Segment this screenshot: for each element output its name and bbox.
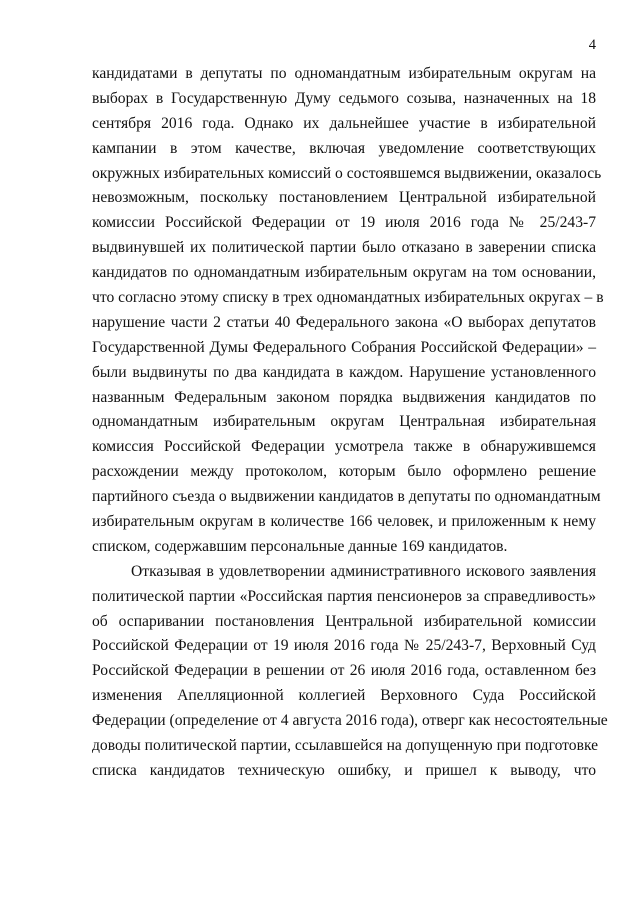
- text-line: выборах в Государственную Думу седьмого созыва, назначенных на 18: [92, 89, 596, 107]
- text-line: кампании в этом качестве, включая уведомление соответствующих: [92, 139, 596, 157]
- text-line: невозможным, поскольку постановлением Центральной избирательной: [92, 189, 596, 207]
- text-line: выдвинувшей их политической партии было отказано в заверении списка: [92, 239, 596, 257]
- text-line: Российской Федерации в решении от 26 июля 2016 года, оставленном без: [92, 662, 596, 680]
- text-line: партийного съезда о выдвижении кандидатов в депутаты по одномандатным: [92, 488, 601, 506]
- text-line: что согласно этому списку в трех одномандатных избирательных округах – в: [92, 289, 604, 307]
- text-line: расхождении между протоколом, которым было оформлено решение: [92, 463, 596, 481]
- text-line: избирательным округам в количестве 166 человек, и приложенным к нему: [92, 513, 596, 531]
- text-line: комиссии Российской Федерации от 19 июля 2016 года № 25/243-7: [92, 214, 596, 232]
- text-line: комиссия Российской Федерации усмотрела также в обнаружившемся: [92, 438, 596, 456]
- text-line: окружных избирательных комиссий о состоявшемся выдвижении, оказалось: [92, 164, 602, 182]
- text-line: кандидатами в депутаты по одномандатным избирательным округам на: [92, 65, 596, 82]
- text-line: сентября 2016 года. Однако их дальнейшее участие в избирательной: [92, 114, 596, 132]
- text-line: кандидатов по одномандатным избирательным округам на том основании,: [92, 264, 596, 282]
- text-line: Российской Федерации от 19 июля 2016 года № 25/243-7, Верховный Суд: [92, 637, 596, 655]
- paragraph-2: [92, 560, 608, 784]
- paragraph-1: [92, 62, 604, 560]
- text-line: нарушение части 2 статьи 40 Федерального закона «О выборах депутатов: [92, 313, 596, 331]
- text-line: Отказывая в удовлетворении административного искового заявления: [131, 562, 596, 580]
- text-line: доводы политической партии, ссылавшейся на допущенную при подготовке: [92, 737, 599, 755]
- text-line: Федерации (определение от 4 августа 2016 года), отверг как несостоятельные: [92, 712, 608, 730]
- text-line: списком, содержавшим персональные данные 169 кандидатов.: [92, 537, 508, 555]
- text-line: Государственной Думы Федерального Собрания Российской Федерации» –: [92, 338, 596, 356]
- document-body: [92, 62, 608, 784]
- text-line: одномандатным избирательным округам Центральная избирательная: [92, 413, 596, 431]
- text-line: списка кандидатов техническую ошибку, и пришел к выводу, что: [92, 761, 596, 779]
- text-line: названным Федеральным законом порядка выдвижения кандидатов по: [92, 388, 596, 406]
- text-line: политической партии «Российская партия пенсионеров за справедливость»: [92, 587, 596, 605]
- page-number: 4: [588, 37, 596, 53]
- text-line: об оспаривании постановления Центральной избирательной комиссии: [92, 612, 596, 630]
- text-line: были выдвинуты по два кандидата в каждом. Нарушение установленного: [92, 363, 596, 381]
- text-line: изменения Апелляционной коллегией Верховного Суда Российской: [92, 687, 596, 705]
